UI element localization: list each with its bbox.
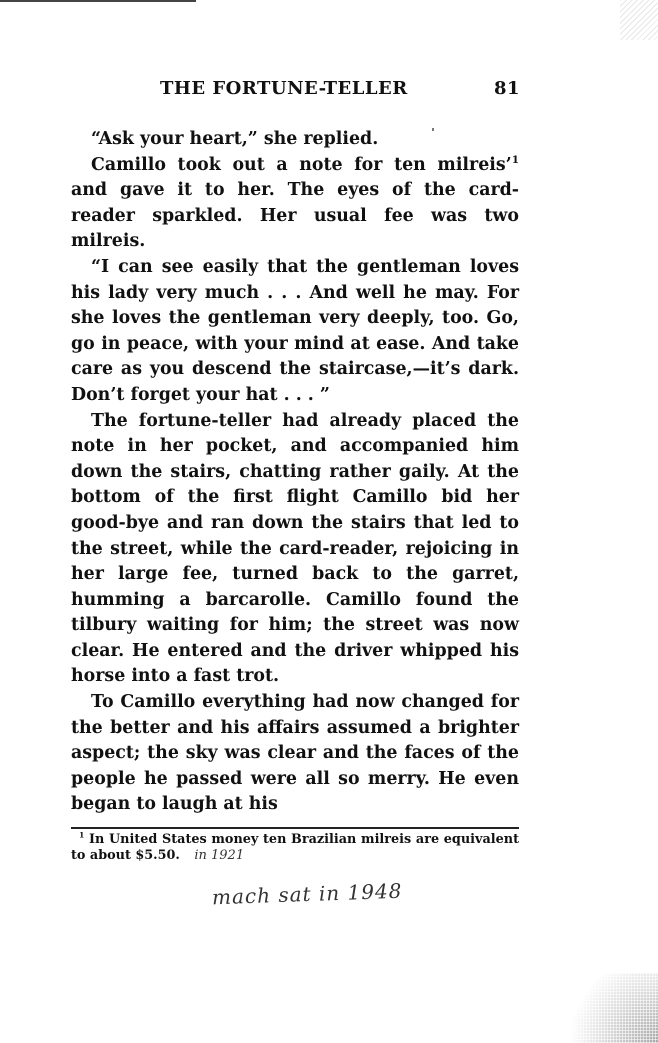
- top-edge-rule: [0, 0, 196, 2]
- footnote-reference: 1: [511, 153, 519, 166]
- paragraph: To Camillo everything had now changed for the better and his affairs assumed a brighter aspect; the sky was clear and the faces of the people he passed were all so merry. He even began to laugh at his: [71, 692, 519, 815]
- footnote-text: In United States money ten Brazilian milreis are equivalent to about $5.50.: [71, 832, 519, 863]
- running-title: THE FORTUNE-TELLER: [160, 78, 408, 99]
- paragraph-text: Camillo took out a note for ten milreis’: [91, 154, 512, 175]
- paragraph: “Ask your heart,” she replied.: [91, 129, 379, 149]
- paragraph: [71, 153, 519, 255]
- footnote-marker: 1: [79, 830, 85, 840]
- handwritten-note: mach sat in 1948: [211, 878, 403, 910]
- running-header: [160, 78, 520, 102]
- footnote-rule: [71, 827, 519, 829]
- handwritten-annotation: in 1921: [194, 848, 245, 863]
- corner-scan-shadow-bottom: [562, 973, 658, 1043]
- footnote: [71, 832, 519, 864]
- paragraph-text: and gave it to her. The eyes of the card-reader sparkled. Her usual fee was two milreis.: [71, 180, 519, 252]
- page-number: 81: [493, 78, 520, 99]
- paragraph: The fortune-teller had already placed the note in her pocket, and accompanied him down the stairs, chatting rather gaily. At the bottom of the first flight Camillo bid her good-bye and ran down the stairs that led to the street, while the card-reader, rejoicing in her large fee, turned back to the garret, humming a barcarolle. Camillo found the tilbury waiting for him; the street was now clear. He entered and the driver whipped his horse into a fast trot.: [71, 410, 519, 687]
- paragraph: “I can see easily that the gentleman loves his lady very much . . . And well he may. For she loves the gentleman very deeply, too. Go, go in peace, with your mind at ease. And take care as you descend the staircase,—it’s dark. Don’t forget your hat . . . ”: [71, 256, 519, 405]
- body-text: [71, 127, 519, 818]
- corner-scan-shadow: [620, 0, 658, 40]
